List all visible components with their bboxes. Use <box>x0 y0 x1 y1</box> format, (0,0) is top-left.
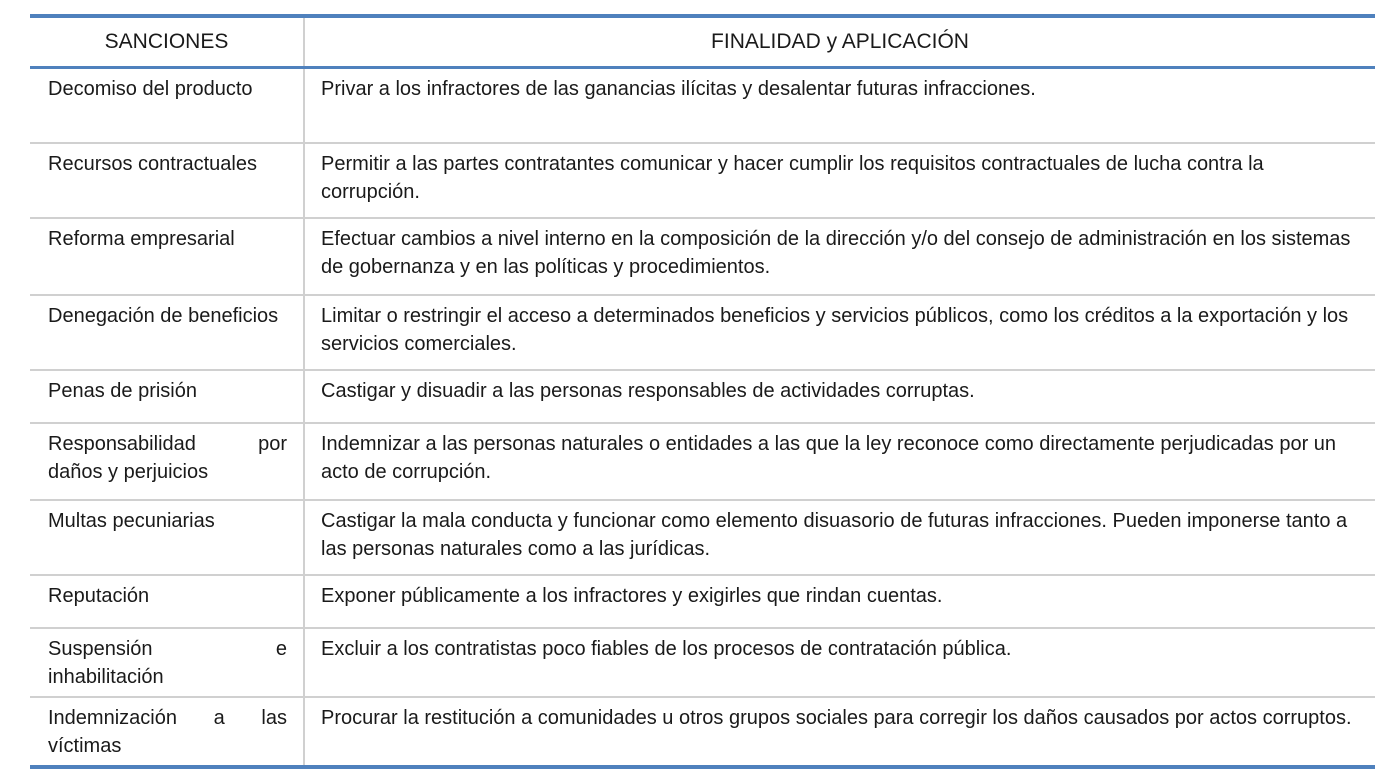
purpose-cell: Exponer públicamente a los infractores y exigirles que rindan cuentas. <box>304 575 1375 628</box>
sanction-cell: Responsabilidad por daños y perjuicios <box>30 423 304 500</box>
table-row <box>30 218 1375 295</box>
sanction-cell: Decomiso del producto <box>30 68 304 144</box>
table-row <box>30 370 1375 423</box>
sanction-cell: Multas pecuniarias <box>30 500 304 575</box>
sanction-cell: Reputación <box>30 575 304 628</box>
sanction-cell: Denegación de beneficios <box>30 295 304 370</box>
table-row <box>30 143 1375 218</box>
purpose-cell: Excluir a los contratistas poco fiables de los procesos de contratación pública. <box>304 628 1375 697</box>
table-row <box>30 575 1375 628</box>
purpose-cell: Procurar la restitución a comunidades u otros grupos sociales para corregir los daños causados por actos corruptos. <box>304 697 1375 767</box>
table-row <box>30 628 1375 697</box>
header-sanctions: SANCIONES <box>30 16 304 68</box>
sanction-cell: Recursos contractuales <box>30 143 304 218</box>
purpose-cell: Permitir a las partes contratantes comunicar y hacer cumplir los requisitos contractuales de lucha contra la corrupción. <box>304 143 1375 218</box>
purpose-cell: Privar a los infractores de las ganancias ilícitas y desalentar futuras infracciones. <box>321 78 1036 100</box>
purpose-cell: Castigar y disuadir a las personas responsables de actividades corruptas. <box>304 370 1375 423</box>
header-row <box>30 16 1375 68</box>
sanctions-table-container <box>30 14 1375 769</box>
sanction-cell: Penas de prisión <box>30 370 304 423</box>
purpose-cell: Indemnizar a las personas naturales o entidades a las que la ley reconoce como directamente perjudicadas por un acto de corrupción. <box>304 423 1375 500</box>
table-row <box>30 295 1375 370</box>
sanction-cell: Indemnización a las víctimas <box>30 697 304 767</box>
table-row <box>30 423 1375 500</box>
purpose-cell: Limitar o restringir el acceso a determinados beneficios y servicios públicos, como los créditos a la exportación y los servicios comerciales. <box>304 295 1375 370</box>
sanction-cell: Reforma empresarial <box>30 218 304 295</box>
header-purpose: FINALIDAD y APLICACIÓN <box>711 30 969 53</box>
table-header <box>30 16 1375 68</box>
purpose-cell: Efectuar cambios a nivel interno en la composición de la dirección y/o del consejo de administración en los sistemas de gobernanza y en las políticas y procedimientos. <box>304 218 1375 295</box>
table-row <box>30 697 1375 767</box>
table-row <box>30 500 1375 575</box>
table-row <box>30 68 1375 144</box>
sanction-cell: Suspensión e inhabilitación <box>30 628 304 697</box>
table-body <box>30 68 1375 768</box>
purpose-cell: Castigar la mala conducta y funcionar como elemento disuasorio de futuras infracciones. Pueden imponerse tanto a las personas naturales como a las jurídicas. <box>304 500 1375 575</box>
sanctions-table <box>30 14 1375 769</box>
